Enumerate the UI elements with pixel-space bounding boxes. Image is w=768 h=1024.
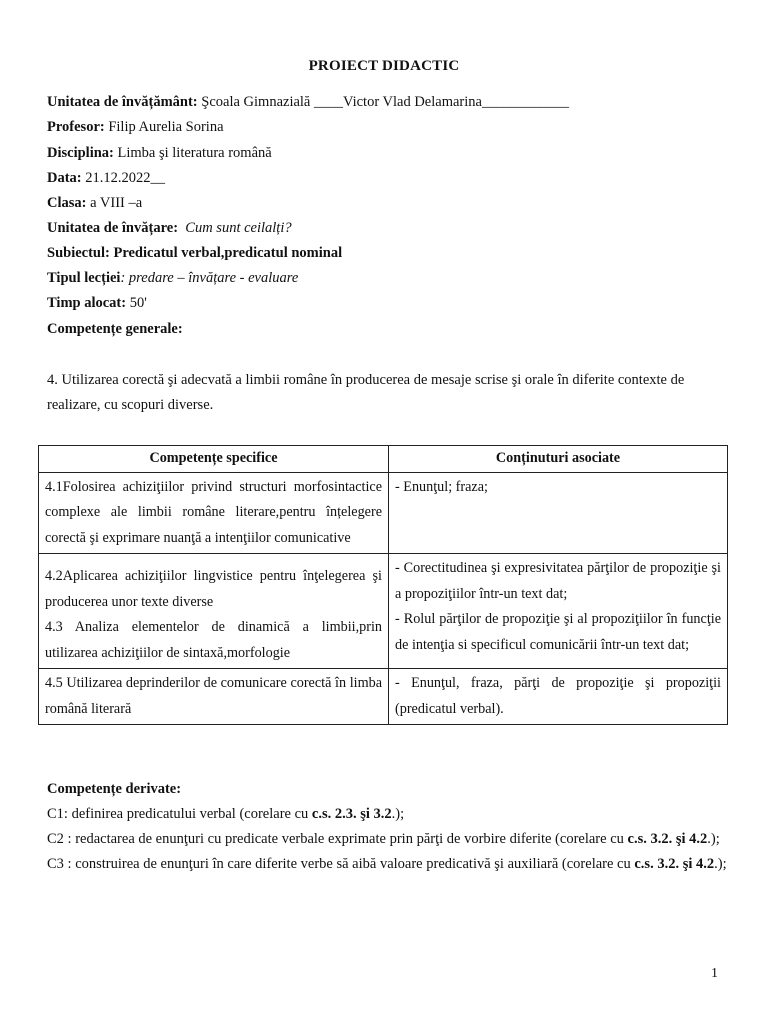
- document-title: PROIECT DIDACTIC: [308, 58, 460, 74]
- table-row: [39, 669, 728, 725]
- table-cell: [389, 554, 728, 669]
- derived-heading-text: Competențe derivate:: [47, 781, 182, 797]
- table-cell: [389, 669, 728, 725]
- derived-item: [47, 827, 727, 852]
- page-number: 1: [711, 966, 718, 981]
- derived-item: [47, 852, 727, 877]
- derived-text: C1: definirea predicatului verbal (corelare cu: [47, 806, 312, 822]
- derived-suffix: .);: [707, 831, 720, 847]
- cell-text: - Corectitudinea şi expresivitatea părţilor de propoziţie şi a propoziţiilor într-un text dat;: [395, 560, 721, 602]
- derived-competences: [47, 777, 727, 877]
- field-label: Unitatea de învățare:: [47, 220, 179, 236]
- field-lesson-type: [47, 270, 298, 287]
- field-label: Profesor:: [47, 119, 105, 135]
- derived-ref: c.s. 2.3. şi 3.2: [311, 806, 392, 822]
- field-time: [47, 295, 147, 312]
- field-label: Timp alocat:: [47, 295, 127, 311]
- field-school: [47, 94, 569, 111]
- cell-text: - Enunţul, fraza, părţi de propoziţie şi propoziţii (predicatul verbal).: [395, 675, 721, 717]
- field-value: Şcoala Gimnazială ____Victor Vlad Delamarina____________: [201, 94, 569, 110]
- field-general-competences: [47, 321, 183, 338]
- field-label: Subiectul: Predicatul verbal,predicatul nominal: [47, 245, 343, 261]
- field-learning-unit: [47, 220, 292, 237]
- cell-text: - Rolul părţilor de propoziţie şi al propoziţiilor în funcţie de intenţia si specificul comunicării într-un text dat;: [395, 611, 721, 653]
- cell-text: - Enunţul; fraza;: [395, 478, 488, 495]
- derived-ref: c.s. 3.2. şi 4.2: [634, 856, 715, 872]
- field-value: 21.12.2022__: [85, 170, 166, 186]
- general-competence-text: 4. Utilizarea corectă şi adecvată a limbii române în producerea de mesaje scrise şi orale în diferite contexte de realizare, cu scopuri diverse.: [47, 372, 685, 413]
- table-header: Competențe specifice: [39, 446, 389, 473]
- cell-text: 4.5 Utilizarea deprinderilor de comunicare corectă în limba română literară: [45, 675, 382, 717]
- table-row: [39, 472, 728, 554]
- field-class: [47, 195, 142, 212]
- derived-text: C2 : redactarea de enunţuri cu predicate verbale exprimate prin părţi de vorbire diferite (corelare cu: [47, 831, 628, 847]
- competences-table: [38, 445, 728, 725]
- field-value: Cum sunt ceilalți?: [185, 220, 292, 236]
- derived-text: C3 : construirea de enunţuri în care diferite verbe să aibă valoare predicativă şi auxiliară (corelare cu: [47, 856, 635, 872]
- field-subject: [47, 245, 342, 262]
- derived-suffix: .);: [391, 806, 405, 822]
- field-label: Competențe generale:: [47, 321, 183, 337]
- field-value: Limba şi literatura română: [117, 145, 272, 161]
- table-header: Conținuturi asociate: [389, 446, 728, 473]
- field-label: Unitatea de învățământ:: [47, 94, 198, 110]
- derived-heading: [47, 777, 727, 802]
- field-teacher: [47, 119, 224, 136]
- table-row: [39, 554, 728, 669]
- field-label: Disciplina:: [47, 145, 114, 161]
- table-header-row: [39, 446, 728, 473]
- derived-item: [47, 802, 727, 827]
- cell-text: 4.3 Analiza elementelor de dinamică a limbii,prin utilizarea achiziţiilor de sintaxă,morfologie: [45, 619, 382, 661]
- table-cell: [389, 472, 728, 554]
- field-value: Filip Aurelia Sorina: [108, 119, 224, 135]
- table-cell: [39, 472, 389, 554]
- cell-text: 4.1Folosirea achiziţiilor privind structuri morfosintactice complexe ale limbii române literare,pentru înțelegere corectă şi exprimare nuanţă a intenţiilor comunicative: [45, 478, 382, 546]
- field-value: a VIII –a: [90, 195, 143, 211]
- field-value: : predare – învățare - evaluare: [120, 270, 299, 286]
- field-value: 50': [129, 295, 147, 311]
- field-discipline: [47, 145, 272, 162]
- field-label: Clasa:: [47, 195, 87, 211]
- field-label: Data:: [47, 170, 82, 186]
- derived-suffix: .);: [714, 856, 727, 872]
- table-cell: [39, 554, 389, 669]
- field-date: [47, 170, 165, 187]
- field-label: Tipul lecției: [47, 270, 121, 286]
- table-cell: [39, 669, 389, 725]
- derived-ref: c.s. 3.2. şi 4.2: [627, 831, 708, 847]
- cell-text: 4.2Aplicarea achiziţiilor lingvistice pentru înţelegerea şi producerea unor texte diverse: [45, 568, 382, 610]
